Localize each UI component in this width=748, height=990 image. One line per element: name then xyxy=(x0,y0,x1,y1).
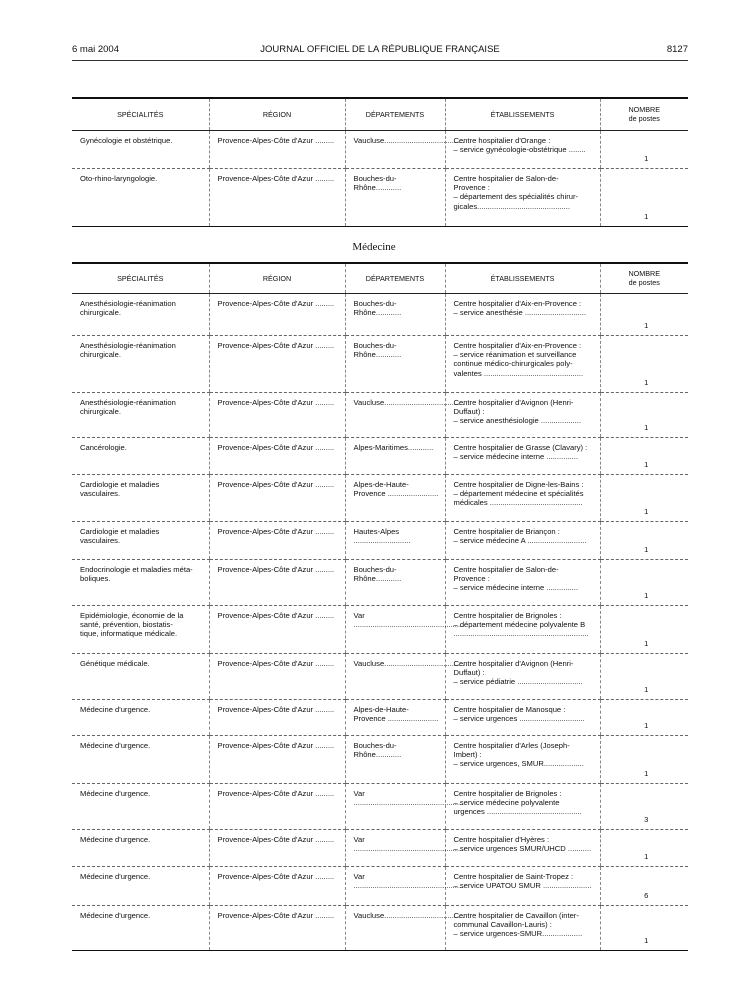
table-row xyxy=(72,559,688,605)
col-header-nombre: NOMBRE de postes xyxy=(600,263,688,293)
col-header-nombre: NOMBRE de postes xyxy=(600,98,688,130)
cell-region: Provence-Alpes-Côte d'Azur ......... xyxy=(209,437,345,474)
cell-etablissement: Centre hospitalier de Grasse (Clavary) : – service médecine interne ............... xyxy=(445,437,600,474)
col-header-etablissements: ÉTABLISSEMENTS xyxy=(445,98,600,130)
cell-etablissement: Centre hospitalier de Manosque : – service urgences ............................... xyxy=(445,699,600,735)
cell-etablissement: Centre hospitalier de Salon-de- Provence : – département des spécialités chirur- gicales............................................ xyxy=(445,168,600,226)
cell-specialite: Médecine d'urgence. xyxy=(72,783,209,829)
cell-region: Provence-Alpes-Côte d'Azur ......... xyxy=(209,392,345,437)
cell-nombre-postes: 1 xyxy=(600,905,688,950)
cell-etablissement: Centre hospitalier d'Orange : – service gynécologie-obstétrique ........ xyxy=(445,130,600,168)
cell-region: Provence-Alpes-Côte d'Azur ......... xyxy=(209,829,345,866)
header-rule xyxy=(72,60,688,61)
cell-region: Provence-Alpes-Côte d'Azur ......... xyxy=(209,521,345,559)
cell-region: Provence-Alpes-Côte d'Azur ......... xyxy=(209,653,345,699)
cell-departement: Alpes-Maritimes............ xyxy=(345,437,445,474)
table-row xyxy=(72,168,688,226)
cell-region: Provence-Alpes-Côte d'Azur ......... xyxy=(209,130,345,168)
cell-departement: Var .................................................... xyxy=(345,783,445,829)
col-header-region: RÉGION xyxy=(209,263,345,293)
cell-etablissement: Centre hospitalier de Briançon : – service médecine A ............................ xyxy=(445,521,600,559)
table-row xyxy=(72,735,688,783)
cell-specialite: Cardiologie et maladies vasculaires. xyxy=(72,474,209,521)
cell-specialite: Génétique médicale. xyxy=(72,653,209,699)
table-header-row xyxy=(72,98,688,130)
cell-departement: Vaucluse...................................... xyxy=(345,653,445,699)
table-row xyxy=(72,293,688,335)
cell-departement: Vaucluse...................................... xyxy=(345,392,445,437)
cell-region: Provence-Alpes-Côte d'Azur ......... xyxy=(209,474,345,521)
table-row xyxy=(72,392,688,437)
cell-etablissement: Centre hospitalier d'Hyères : – service urgences SMUR/UHCD ........... xyxy=(445,829,600,866)
cell-region: Provence-Alpes-Côte d'Azur ......... xyxy=(209,905,345,950)
col-header-specialites: SPÉCIALITÉS xyxy=(72,263,209,293)
cell-etablissement: Centre hospitalier de Salon-de- Provence : – service médecine interne ............... xyxy=(445,559,600,605)
cell-departement: Hautes-Alpes ........................... xyxy=(345,521,445,559)
cell-specialite: Cardiologie et maladies vasculaires. xyxy=(72,521,209,559)
posts-table-chirurgie xyxy=(72,97,688,227)
cell-etablissement: Centre hospitalier de Cavaillon (inter- communal Cavaillon-Lauris) : – service urgences-SMUR................... xyxy=(445,905,600,950)
col-header-specialites: SPÉCIALITÉS xyxy=(72,98,209,130)
cell-specialite: Médecine d'urgence. xyxy=(72,735,209,783)
cell-nombre-postes: 1 xyxy=(600,605,688,653)
col-header-etablissements: ÉTABLISSEMENTS xyxy=(445,263,600,293)
cell-etablissement: Centre hospitalier de Saint-Tropez : – service UPATOU SMUR ....................... xyxy=(445,866,600,905)
cell-nombre-postes: 1 xyxy=(600,735,688,783)
cell-nombre-postes: 1 xyxy=(600,521,688,559)
cell-etablissement: Centre hospitalier d'Avignon (Henri- Duffaut) : – service anesthésiologie ................... xyxy=(445,392,600,437)
cell-nombre-postes: 1 xyxy=(600,335,688,392)
issue-date: 6 mai 2004 xyxy=(72,44,120,55)
table-row xyxy=(72,829,688,866)
cell-nombre-postes: 1 xyxy=(600,559,688,605)
cell-specialite: Cancérologie. xyxy=(72,437,209,474)
cell-nombre-postes: 3 xyxy=(600,783,688,829)
cell-nombre-postes: 6 xyxy=(600,866,688,905)
table-row xyxy=(72,653,688,699)
page-number: 8127 xyxy=(666,44,688,55)
cell-etablissement: Centre hospitalier d'Avignon (Henri- Duffaut) : – service pédiatrie ............................... xyxy=(445,653,600,699)
table-row xyxy=(72,335,688,392)
table-row xyxy=(72,474,688,521)
cell-etablissement: Centre hospitalier d'Aix-en-Provence : – service réanimation et surveillance continue médico-chirurgicales poly- valentes ............................................... xyxy=(445,335,600,392)
section-title: Médecine xyxy=(352,241,396,253)
cell-region: Provence-Alpes-Côte d'Azur ......... xyxy=(209,699,345,735)
cell-region: Provence-Alpes-Côte d'Azur ......... xyxy=(209,335,345,392)
cell-specialite: Médecine d'urgence. xyxy=(72,866,209,905)
cell-region: Provence-Alpes-Côte d'Azur ......... xyxy=(209,866,345,905)
cell-nombre-postes: 1 xyxy=(600,168,688,226)
cell-nombre-postes: 1 xyxy=(600,699,688,735)
cell-departement: Alpes-de-Haute- Provence ........................ xyxy=(345,699,445,735)
posts-table-medecine xyxy=(72,262,688,951)
cell-specialite: Médecine d'urgence. xyxy=(72,905,209,950)
cell-nombre-postes: 1 xyxy=(600,130,688,168)
cell-region: Provence-Alpes-Côte d'Azur ......... xyxy=(209,783,345,829)
cell-nombre-postes: 1 xyxy=(600,437,688,474)
cell-departement: Vaucluse...................................... xyxy=(345,130,445,168)
table-header-row xyxy=(72,263,688,293)
table-row xyxy=(72,605,688,653)
cell-etablissement: Centre hospitalier de Brignoles : – département médecine polyvalente B ................................................................ xyxy=(445,605,600,653)
col-header-departements: DÉPARTEMENTS xyxy=(345,263,445,293)
table-row xyxy=(72,905,688,950)
table-row xyxy=(72,699,688,735)
cell-departement: Bouches-du-Rhône............ xyxy=(345,559,445,605)
table-row xyxy=(72,866,688,905)
cell-region: Provence-Alpes-Côte d'Azur ......... xyxy=(209,605,345,653)
cell-etablissement: Centre hospitalier de Digne-les-Bains : – département médecine et spécialités médicales ............................................ xyxy=(445,474,600,521)
col-header-region: RÉGION xyxy=(209,98,345,130)
table-row xyxy=(72,521,688,559)
cell-nombre-postes: 1 xyxy=(600,474,688,521)
cell-nombre-postes: 1 xyxy=(600,392,688,437)
table-row xyxy=(72,437,688,474)
col-header-departements: DÉPARTEMENTS xyxy=(345,98,445,130)
cell-specialite: Médecine d'urgence. xyxy=(72,699,209,735)
cell-etablissement: Centre hospitalier d'Aix-en-Provence : – service anesthésie ............................. xyxy=(445,293,600,335)
cell-region: Provence-Alpes-Côte d'Azur ......... xyxy=(209,168,345,226)
cell-etablissement: Centre hospitalier d'Arles (Joseph- Imbert) : – service urgences, SMUR................... xyxy=(445,735,600,783)
cell-departement: Var .................................................... xyxy=(345,605,445,653)
cell-departement: Bouches-du-Rhône............ xyxy=(345,293,445,335)
table-row xyxy=(72,783,688,829)
cell-departement: Var .................................................... xyxy=(345,866,445,905)
cell-nombre-postes: 1 xyxy=(600,293,688,335)
cell-departement: Bouches-du-Rhône............ xyxy=(345,335,445,392)
cell-departement: Bouches-du-Rhône............ xyxy=(345,168,445,226)
cell-region: Provence-Alpes-Côte d'Azur ......... xyxy=(209,559,345,605)
cell-nombre-postes: 1 xyxy=(600,653,688,699)
cell-region: Provence-Alpes-Côte d'Azur ......... xyxy=(209,735,345,783)
cell-nombre-postes: 1 xyxy=(600,829,688,866)
cell-region: Provence-Alpes-Côte d'Azur ......... xyxy=(209,293,345,335)
cell-departement: Alpes-de-Haute- Provence ........................ xyxy=(345,474,445,521)
table-row xyxy=(72,130,688,168)
page-header xyxy=(72,44,688,58)
cell-specialite: Anesthésiologie-réanimation chirurgicale. xyxy=(72,335,209,392)
cell-departement: Vaucluse...................................... xyxy=(345,905,445,950)
journal-title: JOURNAL OFFICIEL DE LA RÉPUBLIQUE FRANÇAISE xyxy=(260,44,500,55)
cell-specialite: Anesthésiologie-réanimation chirurgicale. xyxy=(72,392,209,437)
cell-specialite: Gynécologie et obstétrique. xyxy=(72,130,209,168)
cell-specialite: Médecine d'urgence. xyxy=(72,829,209,866)
cell-departement: Var .................................................... xyxy=(345,829,445,866)
cell-specialite: Epidémiologie, économie de la santé, prévention, biostatis- tique, informatique médicale. xyxy=(72,605,209,653)
cell-etablissement: Centre hospitalier de Brignoles : – service médecine polyvalente urgences ............................................. xyxy=(445,783,600,829)
cell-specialite: Oto-rhino-laryngologie. xyxy=(72,168,209,226)
cell-departement: Bouches-du-Rhône............ xyxy=(345,735,445,783)
cell-specialite: Anesthésiologie-réanimation chirurgicale. xyxy=(72,293,209,335)
cell-specialite: Endocrinologie et maladies méta- boliques. xyxy=(72,559,209,605)
